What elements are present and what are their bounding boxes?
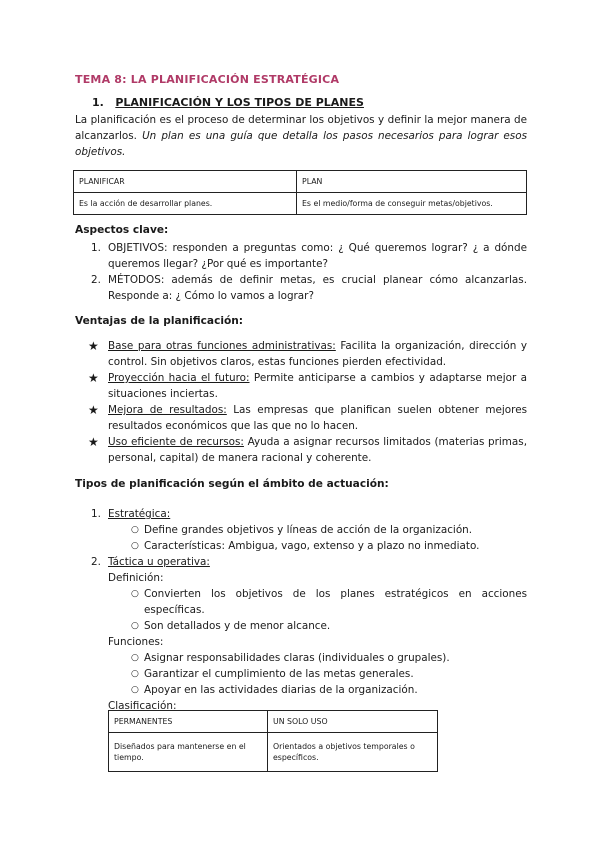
table-cell: Orientados a objetivos temporales o específicos. <box>268 733 438 772</box>
aspectos-list <box>75 240 527 304</box>
sub-item <box>75 618 527 634</box>
list-item <box>75 506 527 522</box>
table-cell: Diseñados para mantenerse en el tiempo. <box>109 733 268 772</box>
circle-bullet-icon: ○ <box>131 541 139 551</box>
item-title: Mejora de resultados: <box>108 404 227 416</box>
sub-item-text: Convierten los objetivos de los planes estratégicos en acciones específicas. <box>144 588 527 616</box>
item-title: Táctica u operativa: <box>108 556 210 568</box>
sub-item <box>75 650 527 666</box>
funciones-label: Funciones: <box>108 636 164 648</box>
item-text: Las empresas que planifican suelen obtener mejores resultados económicos que las que no lo hacen. <box>108 404 527 432</box>
sub-item <box>75 522 527 538</box>
circle-bullet-icon: ○ <box>131 653 139 663</box>
table-cell: Es el medio/forma de conseguir metas/objetivos. <box>297 193 527 215</box>
ventajas-list <box>75 338 527 466</box>
list-item <box>75 554 527 570</box>
table-header: PLAN <box>297 171 527 193</box>
circle-bullet-icon: ○ <box>131 669 139 679</box>
item-text: Ayuda a asignar recursos limitados (materias primas, personal, capital) de manera racional y coherente. <box>108 436 527 464</box>
section-title: PLANIFICACIÓN Y LOS TIPOS DE PLANES <box>115 96 364 109</box>
list-item <box>75 338 527 370</box>
table-header: UN SOLO USO <box>268 711 438 733</box>
circle-bullet-icon: ○ <box>131 621 139 631</box>
sub-item-text: Características: Ambigua, vago, extenso y a plazo no inmediato. <box>144 540 480 552</box>
tipos-heading: Tipos de planificación según el ámbito de actuación: <box>75 478 389 490</box>
item-title: Base para otras funciones administrativas: <box>108 340 336 352</box>
table-cell: Es la acción de desarrollar planes. <box>74 193 297 215</box>
sub-item <box>75 682 527 698</box>
circle-bullet-icon: ○ <box>131 589 139 599</box>
item-text: Permite anticiparse a cambios y adaptarse mejor a situaciones inciertas. <box>108 372 527 400</box>
sub-item-text: Apoyar en las actividades diarias de la organización. <box>144 684 418 696</box>
item-title: Proyección hacia el futuro: <box>108 372 250 384</box>
intro-italic: Un plan es una guía que detalla los pasos necesarios para lograr esos objetivos. <box>75 130 527 158</box>
tipos-list <box>75 506 527 714</box>
star-icon: ★ <box>88 435 99 449</box>
clasificacion-label: Clasificación: <box>108 700 177 712</box>
ventajas-heading: Ventajas de la planificación: <box>75 315 244 327</box>
definicion-label: Definición: <box>108 572 164 584</box>
sub-item <box>75 666 527 682</box>
sub-item <box>75 586 527 618</box>
list-number: 2. <box>91 556 101 568</box>
list-item <box>75 434 527 466</box>
section-number: 1. <box>92 96 104 109</box>
sub-item <box>75 538 527 554</box>
star-icon: ★ <box>88 371 99 385</box>
table-header: PLANIFICAR <box>74 171 297 193</box>
star-icon: ★ <box>88 403 99 417</box>
item-text: Facilita la organización, dirección y control. Sin objetivos claros, estas funciones pierden efectividad. <box>108 340 527 368</box>
item-title: Estratégica: <box>108 508 171 520</box>
intro-paragraph <box>75 112 527 160</box>
list-item <box>75 272 527 304</box>
clasificacion-table <box>108 710 438 772</box>
sub-item-text: Define grandes objetivos y líneas de acción de la organización. <box>144 524 473 536</box>
circle-bullet-icon: ○ <box>131 685 139 695</box>
list-item <box>75 240 527 272</box>
list-number: 1. <box>91 508 101 520</box>
list-number: 1. <box>91 242 101 254</box>
star-icon: ★ <box>88 339 99 353</box>
table-header: PERMANENTES <box>109 711 268 733</box>
aspectos-heading: Aspectos clave: <box>75 224 169 236</box>
list-text: MÉTODOS: además de definir metas, es crucial planear cómo alcanzarlas. Responde a: ¿ Cómo lo vamos a lograr? <box>108 274 527 302</box>
list-number: 2. <box>91 274 101 286</box>
circle-bullet-icon: ○ <box>131 525 139 535</box>
list-item <box>75 370 527 402</box>
sub-item-text: Son detallados y de menor alcance. <box>144 620 331 632</box>
list-text: OBJETIVOS: responden a preguntas como: ¿ Qué queremos lograr? ¿ a dónde queremos llegar? ¿Por qué es importante? <box>108 242 527 270</box>
item-title: Uso eficiente de recursos: <box>108 436 244 448</box>
sub-item-text: Garantizar el cumplimiento de las metas generales. <box>144 668 414 680</box>
intro-text: La planificación es el proceso de determinar los objetivos y definir la mejor manera de alcanzarlos. <box>75 114 527 142</box>
sub-item-text: Asignar responsabilidades claras (individuales o grupales). <box>144 652 450 664</box>
section-heading <box>92 96 364 109</box>
planificar-plan-table <box>73 170 527 215</box>
list-item <box>75 402 527 434</box>
page-title: TEMA 8: LA PLANIFICACIÓN ESTRATÉGICA <box>75 73 340 86</box>
